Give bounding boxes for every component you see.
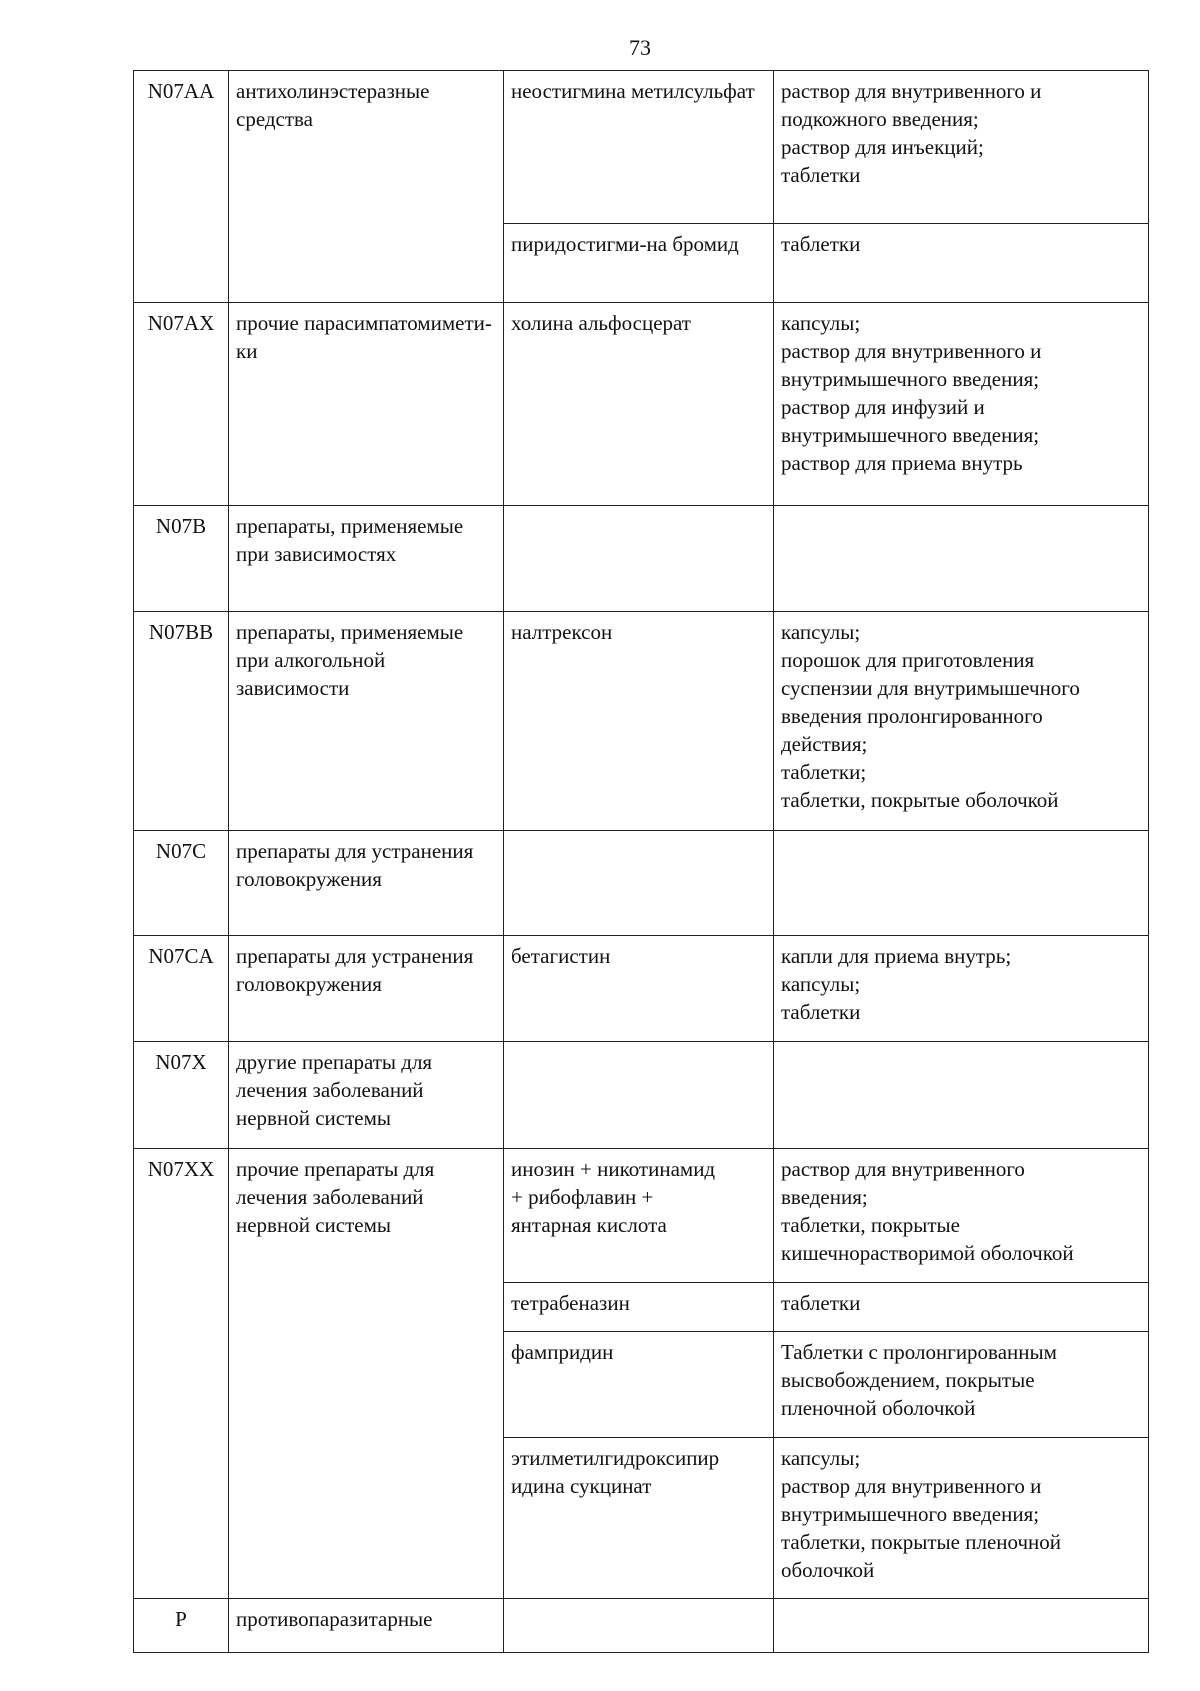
table-row [134,1042,1149,1149]
dosage-forms [774,506,1149,612]
table-row [134,831,1149,936]
atc-code: N07XX [134,1149,229,1599]
group-name: прочие парасимпатомимети-ки [229,303,504,506]
group-name: другие препараты для лечения заболеваний нервной системы [229,1042,504,1149]
drug-name: этилметилгидроксипир идина сукцинат [504,1438,774,1599]
drug-name [504,831,774,936]
atc-code: N07B [134,506,229,612]
dosage-forms [774,831,1149,936]
group-name: препараты для устранения головокружения [229,831,504,936]
table-row [134,71,1149,224]
atc-code: N07CA [134,936,229,1042]
group-name: противопаразитарные [229,1599,504,1653]
page-number: 73 [629,35,651,60]
drug-name: тетрабеназин [504,1283,774,1332]
dosage-forms: капсулы; раствор для внутривенного и внутримышечного введения; таблетки, покрытые пленочной оболочкой [774,1438,1149,1599]
atc-code: P [134,1599,229,1653]
atc-code: N07AX [134,303,229,506]
dosage-forms: раствор для внутривенного введения; таблетки, покрытые кишечнорастворимой оболочкой [774,1149,1149,1283]
drug-name: бетагистин [504,936,774,1042]
drug-name: налтрексон [504,612,774,831]
table-row [134,1149,1149,1283]
table-row [134,303,1149,506]
dosage-forms [774,1599,1149,1653]
dosage-forms [774,1042,1149,1149]
drug-name: пиридостигми-на бромид [504,224,774,303]
group-name: препараты для устранения головокружения [229,936,504,1042]
group-name: препараты, применяемые при алкогольной зависимости [229,612,504,831]
dosage-forms: капсулы; порошок для приготовления суспензии для внутримышечного введения пролонгированного действия; таблетки; таблетки, покрытые оболочкой [774,612,1149,831]
drug-name [504,1599,774,1653]
atc-code: N07X [134,1042,229,1149]
dosage-forms: капли для приема внутрь; капсулы; таблетки [774,936,1149,1042]
table-row [134,1599,1149,1653]
group-name: антихолинэстеразные средства [229,71,504,303]
dosage-forms: Таблетки с пролонгированным высвобождением, покрытые пленочной оболочкой [774,1332,1149,1438]
dosage-forms: капсулы; раствор для внутривенного и внутримышечного введения; раствор для инфузий и внутримышечного введения; раствор для приема внутрь [774,303,1149,506]
table-row [134,506,1149,612]
drug-table [133,70,1149,1653]
dosage-forms: таблетки [774,1283,1149,1332]
table-row [134,612,1149,831]
atc-code: N07BB [134,612,229,831]
group-name: препараты, применяемые при зависимостях [229,506,504,612]
group-name: прочие препараты для лечения заболеваний нервной системы [229,1149,504,1599]
table-row [134,936,1149,1042]
drug-name: инозин + никотинамид + рибофлавин + янтарная кислота [504,1149,774,1283]
dosage-forms: таблетки [774,224,1149,303]
drug-name [504,506,774,612]
atc-code: N07C [134,831,229,936]
drug-name: неостигмина метилсульфат [504,71,774,224]
atc-code: N07AA [134,71,229,303]
dosage-forms: раствор для внутривенного и подкожного введения; раствор для инъекций; таблетки [774,71,1149,224]
drug-name: холина альфосцерат [504,303,774,506]
drug-name: фампридин [504,1332,774,1438]
drug-name [504,1042,774,1149]
